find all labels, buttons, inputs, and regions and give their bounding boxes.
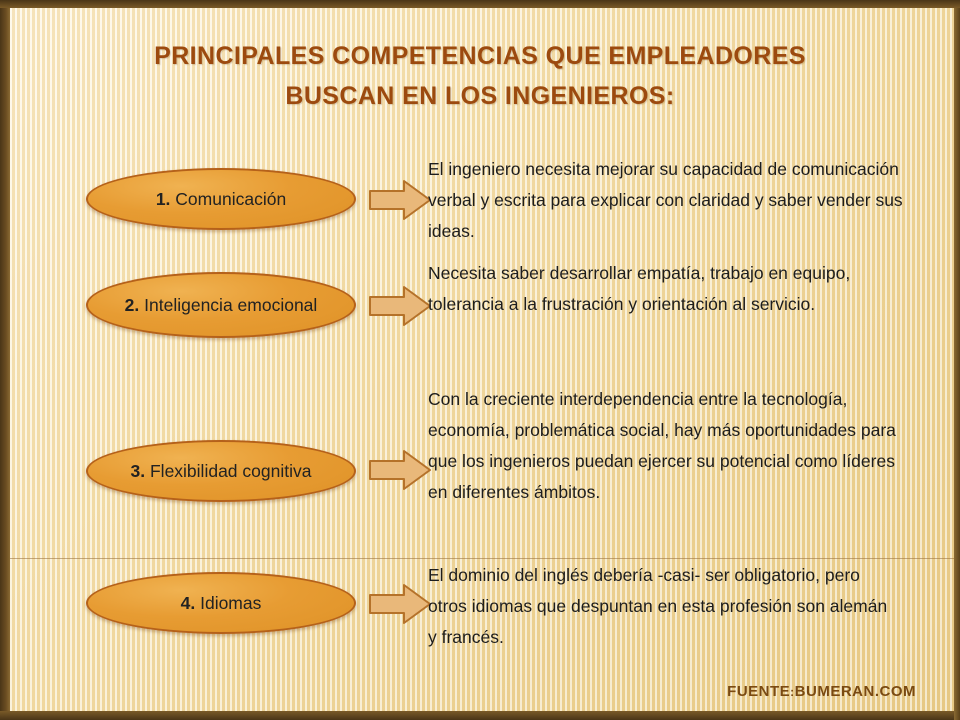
competency-label-2 bbox=[125, 294, 318, 316]
competency-label-3 bbox=[131, 460, 312, 482]
source-prefix: FUENTE bbox=[727, 683, 791, 700]
competency-oval-2[interactable] bbox=[86, 272, 356, 338]
competency-oval-1[interactable] bbox=[86, 168, 356, 230]
competency-description-3: Con la creciente interdependencia entre la tecnología, economía, problemática social, hay más oportunidades para que los ingenieros puedan ejercer su potencial como líderes en diferentes ámbitos. bbox=[428, 389, 896, 502]
competency-name-3: Flexibilidad cognitiva bbox=[145, 461, 312, 481]
competency-name-2: Inteligencia emocional bbox=[139, 295, 318, 315]
competency-number-1: 1. bbox=[155, 189, 171, 209]
competency-number-3: 3. bbox=[130, 461, 146, 481]
competency-description-2: Necesita saber desarrollar empatía, trabajo en equipo, tolerancia a la frustración y orientación al servicio. bbox=[428, 263, 851, 314]
title-line-2: BUSCAN EN LOS INGENIEROS: bbox=[285, 82, 675, 110]
source-credit bbox=[727, 683, 916, 700]
competency-description-4: El dominio del inglés debería -casi- ser obligatorio, pero otros idiomas que despuntan en esta profesión son alemán y francés. bbox=[428, 565, 888, 647]
right-arrow-icon bbox=[368, 582, 432, 626]
competency-oval-3[interactable] bbox=[86, 440, 356, 502]
competency-name-4: Idiomas bbox=[195, 593, 262, 613]
title-line-1: PRINCIPALES COMPETENCIAS QUE EMPLEADORES bbox=[154, 42, 806, 70]
right-arrow-icon bbox=[368, 284, 432, 328]
slide-bottom-border bbox=[0, 711, 960, 720]
section-divider bbox=[10, 558, 954, 559]
page-title bbox=[0, 36, 960, 116]
competency-description-1: El ingeniero necesita mejorar su capacidad de comunicación verbal y escrita para explicar con claridad y saber vender sus ideas. bbox=[428, 159, 903, 241]
competency-name-1: Comunicación bbox=[170, 189, 287, 209]
competency-oval-4[interactable] bbox=[86, 572, 356, 634]
source-name: BUMERAN.COM bbox=[794, 683, 916, 700]
competency-number-4: 4. bbox=[180, 593, 196, 613]
competency-label-1 bbox=[156, 188, 286, 210]
source-separator: : bbox=[790, 685, 795, 699]
right-arrow-icon bbox=[368, 448, 432, 492]
competency-label-4 bbox=[181, 592, 262, 614]
right-arrow-icon bbox=[368, 178, 432, 222]
slide-right-border bbox=[954, 0, 960, 720]
competency-number-2: 2. bbox=[124, 295, 140, 315]
